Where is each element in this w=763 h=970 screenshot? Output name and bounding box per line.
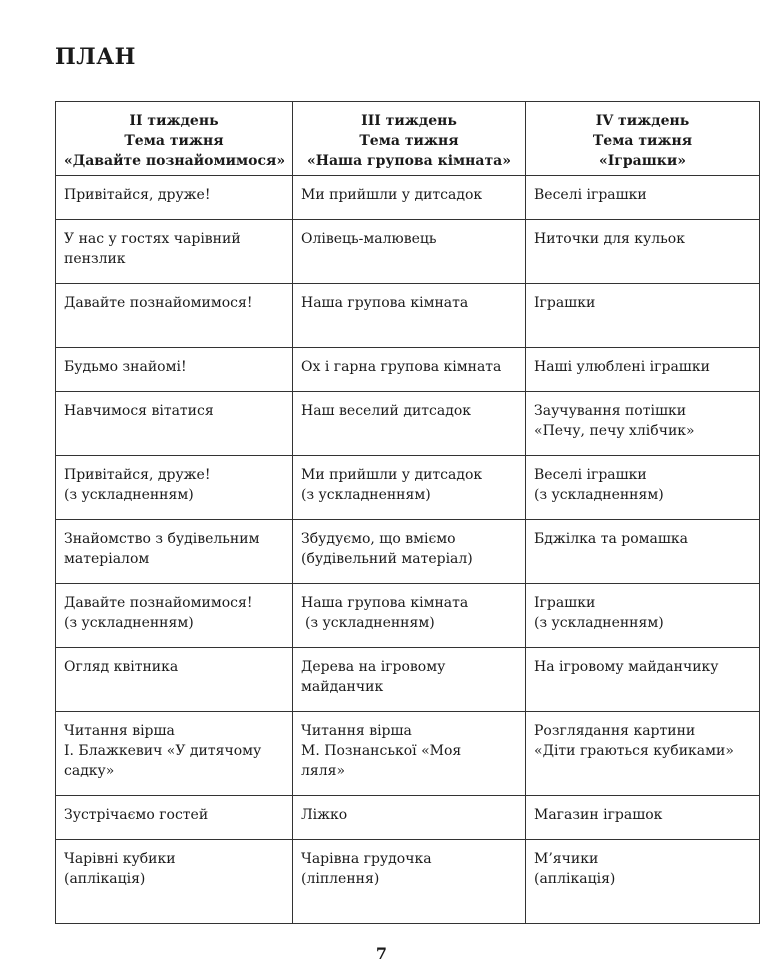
cell-line: (з ускладненням) (534, 487, 664, 503)
cell-line: Навчимося вітатися (64, 403, 214, 419)
table-cell (293, 520, 526, 584)
cell-line: садку» (64, 763, 115, 779)
cell-line: І. Блажкевич «У дитячому (64, 743, 262, 759)
cell-line: (з ускладненням) (64, 487, 194, 503)
cell-line: Давайте познайомимося! (64, 295, 253, 311)
cell-line: «Печу, печу хлібчик» (534, 423, 695, 439)
cell-line: Веселі іграшки (534, 467, 647, 483)
cell-line: Ліжко (301, 807, 348, 823)
table-cell (526, 176, 760, 220)
table-cell (526, 712, 760, 796)
cell-line: (ліплення) (301, 871, 380, 887)
cell-line: майданчик (301, 679, 384, 695)
column-header (56, 102, 293, 176)
cell-line: (з ускладненням) (301, 487, 431, 503)
plan-table (55, 101, 760, 924)
cell-line: Чарівна грудочка (301, 851, 432, 867)
table-row (56, 840, 760, 924)
table-cell (293, 176, 526, 220)
cell-line: «Діти граються кубиками» (534, 743, 734, 759)
cell-line: Веселі іграшки (534, 187, 647, 203)
cell-line: Наша групова кімната (301, 595, 469, 611)
column-header-week: IV тиждень (595, 113, 690, 129)
table-cell (526, 584, 760, 648)
table-header-row (56, 102, 760, 176)
cell-line: Наші улюблені іграшки (534, 359, 710, 375)
table-cell (293, 796, 526, 840)
table-cell (293, 284, 526, 348)
table-cell (526, 392, 760, 456)
cell-line: Наш веселий дитсадок (301, 403, 472, 419)
table-cell (526, 348, 760, 392)
cell-line: Заучування потішки (534, 403, 687, 419)
table-row (56, 284, 760, 348)
page-title: ПЛАН (55, 44, 136, 70)
table-cell (293, 456, 526, 520)
cell-line: Дерева на ігровому (301, 659, 446, 675)
table-cell (293, 840, 526, 924)
page-number: 7 (375, 944, 388, 963)
table-row (56, 520, 760, 584)
table-cell (293, 648, 526, 712)
table-row (56, 176, 760, 220)
cell-line: (з ускладненням) (64, 615, 194, 631)
table-cell (56, 456, 293, 520)
column-header (293, 102, 526, 176)
table-cell (56, 220, 293, 284)
cell-line: Бджілка та ромашка (534, 531, 688, 547)
table-cell (293, 348, 526, 392)
table-row (56, 796, 760, 840)
cell-line: Іграшки (534, 595, 596, 611)
table-cell (56, 348, 293, 392)
cell-line: Олівець-малювець (301, 231, 437, 247)
table-body (56, 176, 760, 924)
cell-line: (аплікація) (534, 871, 616, 887)
column-header-theme: «Давайте познайомимося» (64, 153, 286, 169)
cell-line: пензлик (64, 251, 126, 267)
table-cell (56, 176, 293, 220)
table-cell (526, 520, 760, 584)
table-row (56, 648, 760, 712)
table-cell (56, 712, 293, 796)
cell-line: Чарівні кубики (64, 851, 176, 867)
table-cell (526, 220, 760, 284)
cell-line: Іграшки (534, 295, 596, 311)
cell-line: Розглядання картини (534, 723, 696, 739)
cell-line: Ми прийшли у дитсадок (301, 467, 483, 483)
column-header (526, 102, 760, 176)
cell-line: Читання вірша (301, 723, 412, 739)
cell-line: (з ускладненням) (534, 615, 664, 631)
cell-line: М. Познанської «Моя (301, 743, 462, 759)
column-header-theme: «Наша групова кімната» (306, 153, 512, 169)
table-row (56, 456, 760, 520)
cell-line: На ігровому майданчику (534, 659, 719, 675)
cell-line: (аплікація) (64, 871, 146, 887)
table-cell (526, 796, 760, 840)
column-header-week: II тиждень (129, 113, 219, 129)
table-cell (526, 648, 760, 712)
cell-line: Ниточки для кульок (534, 231, 685, 247)
table-cell (526, 840, 760, 924)
cell-line: Магазин іграшок (534, 807, 663, 823)
table-cell (56, 392, 293, 456)
cell-line: Ми прийшли у дитсадок (301, 187, 483, 203)
column-header-theme-label: Тема тижня (124, 133, 224, 149)
cell-line: У нас у гостях чарівний (64, 231, 241, 247)
cell-line: Наша групова кімната (301, 295, 469, 311)
table-row (56, 584, 760, 648)
table-row (56, 712, 760, 796)
cell-line: Огляд квітника (64, 659, 179, 675)
table-cell (293, 584, 526, 648)
table-cell (56, 648, 293, 712)
table-cell (293, 712, 526, 796)
cell-line: Ох і гарна групова кімната (301, 359, 502, 375)
cell-line: (з ускладненням) (305, 615, 435, 631)
table-row (56, 220, 760, 284)
table-cell (56, 584, 293, 648)
table-cell (526, 284, 760, 348)
table-row (56, 392, 760, 456)
table-cell (293, 220, 526, 284)
table-row (56, 348, 760, 392)
table-cell (526, 456, 760, 520)
cell-line: Збудуємо, що вміємо (301, 531, 456, 547)
cell-line: Зустрічаємо гостей (64, 807, 209, 823)
table-cell (56, 284, 293, 348)
cell-line: Знайомство з будівельним (64, 531, 260, 547)
column-header-theme-label: Тема тижня (592, 133, 693, 149)
column-header-theme-label: Тема тижня (359, 133, 459, 149)
column-header-theme: «Іграшки» (598, 153, 687, 169)
cell-line: матеріалом (64, 551, 150, 567)
table-cell (56, 796, 293, 840)
table-cell (293, 392, 526, 456)
cell-line: Привітайся, друже! (64, 187, 211, 203)
cell-line: Читання вірша (64, 723, 175, 739)
cell-line: Будьмо знайомі! (64, 359, 187, 375)
table-cell (56, 520, 293, 584)
table-cell (56, 840, 293, 924)
cell-line: Давайте познайомимося! (64, 595, 253, 611)
cell-line: Привітайся, друже! (64, 467, 211, 483)
column-header-week: III тиждень (361, 113, 457, 129)
cell-line: М’ячики (534, 851, 599, 867)
cell-line: (будівельний матеріал) (301, 551, 473, 567)
cell-line: ляля» (301, 763, 346, 779)
